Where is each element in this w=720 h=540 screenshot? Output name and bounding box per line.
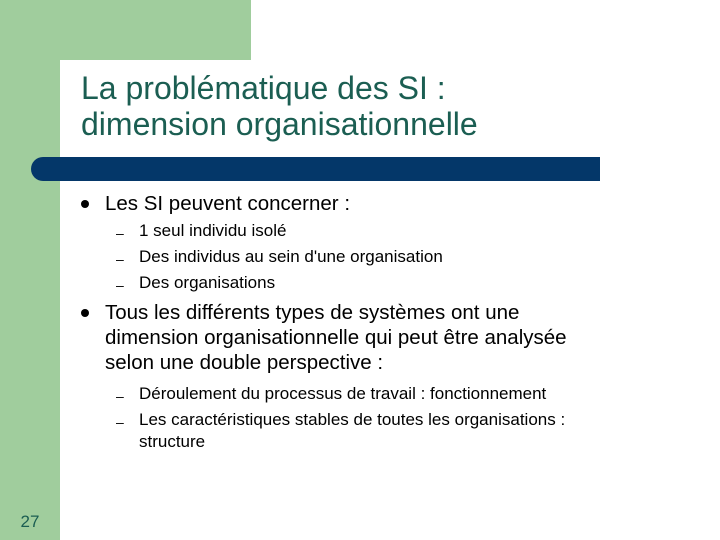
sub-bullet-dash: – xyxy=(116,414,124,430)
bullet-2-subitem-2-line-2: structure xyxy=(139,432,206,451)
slide-title-line-2: dimension organisationnelle xyxy=(81,106,478,142)
top-green-band xyxy=(60,0,251,60)
title-underline-bar xyxy=(31,157,600,181)
bullet-1-line: Les SI peuvent concerner : xyxy=(105,192,351,215)
bullet-2-line-2: dimension organisationnelle qui peut être analysée xyxy=(105,326,567,349)
slide-title xyxy=(81,70,641,142)
sub-bullet-dash: – xyxy=(116,277,124,293)
bullet-1-subitem-1: 1 seul individu isolé xyxy=(139,221,287,240)
bullet-2-subitem-2 xyxy=(139,409,565,453)
bullet-1-subitem-3: Des organisations xyxy=(139,273,276,292)
left-green-band xyxy=(0,0,60,540)
sub-bullet-dash: – xyxy=(116,225,124,241)
sub-bullet-dash: – xyxy=(116,251,124,267)
slide-number: 27 xyxy=(20,512,40,531)
slide-title-line-1: La problématique des SI : xyxy=(81,70,446,106)
bullet-2-text xyxy=(105,300,665,375)
bullet-dot-icon xyxy=(81,200,89,208)
bullet-2-subitem-1: Déroulement du processus de travail : fonctionnement xyxy=(139,384,547,403)
sub-bullet-dash: – xyxy=(116,388,124,404)
bullet-2-subitem-2-line-1: Les caractéristiques stables de toutes les organisations : xyxy=(139,410,566,429)
bullet-dot-icon xyxy=(81,309,89,317)
bullet-1-text xyxy=(105,191,665,216)
bullet-2-line-3: selon une double perspective : xyxy=(105,351,384,374)
bullet-2-line-1: Tous les différents types de systèmes ont une xyxy=(105,301,520,324)
bullet-1-subitem-2: Des individus au sein d'une organisation xyxy=(139,247,443,266)
